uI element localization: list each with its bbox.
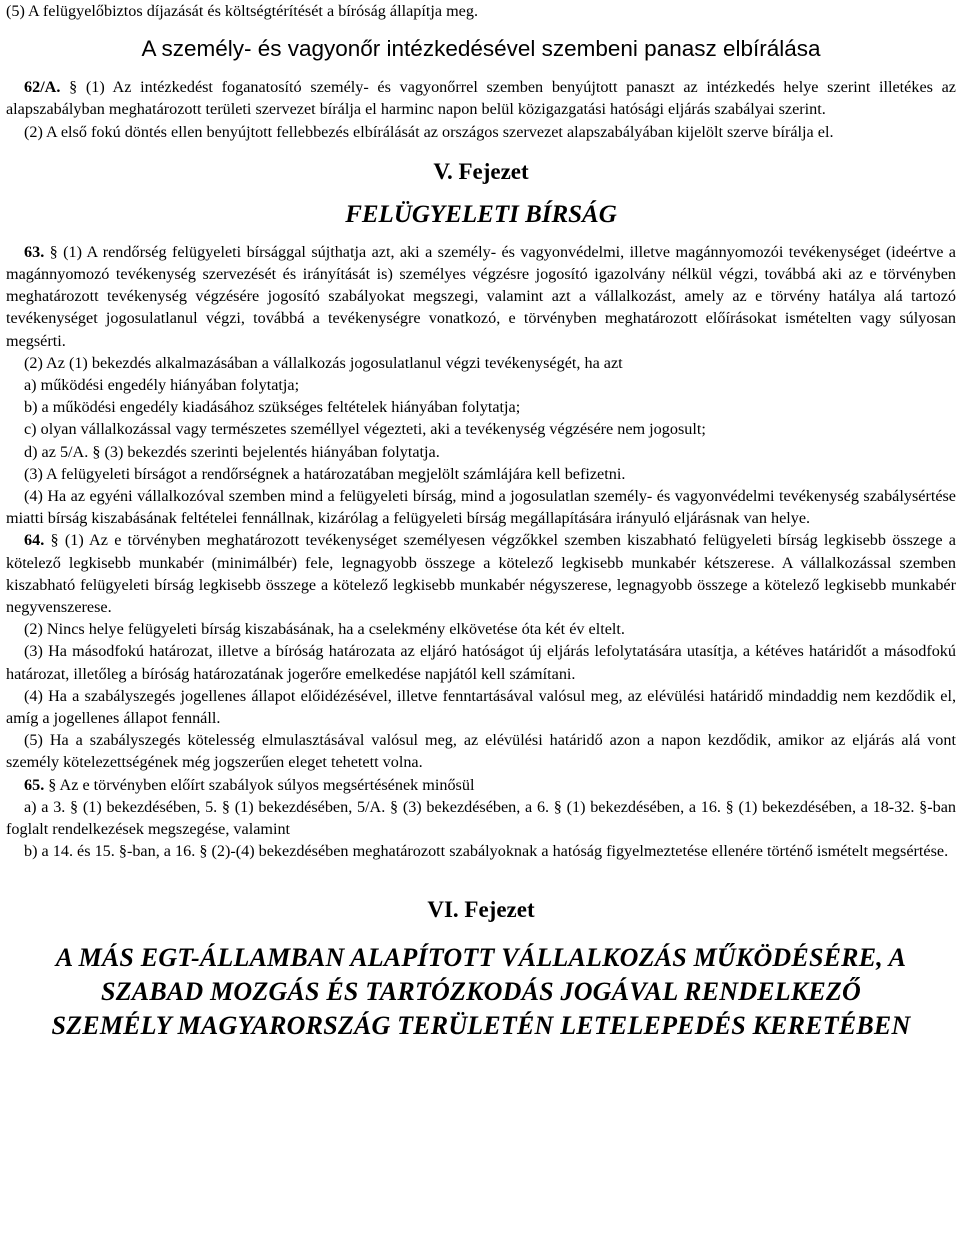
paragraph-64-2: (2) Nincs helye felügyeleti bírság kiszabásának, ha a cselekmény elkövetése óta két év eltelt. xyxy=(24,620,625,639)
list-item-65-a: a) a 3. § (1) bekezdésében, 5. § (1) bekezdésében, 5/A. § (3) bekezdésében, a 6. § (1) bekezdésében, a 16. § (1) bekezdésében, a 18-32. §-ban foglalt rendelkezések megszegése, valamint xyxy=(6,797,956,839)
paragraph-64-1-text: § (1) Az e törvényben meghatározott tevékenységet személyesen végzőkkel szemben kiszabható felügyeleti bírság legkisebb összege a kötelező legkisebb munkabér (minimálbér) fele, legnagyobb összege a kötelező legkisebb munkabér kétszerese. A vállalkozással szemben kiszabható felügyeleti bírság legkisebb összege a kötelező legkisebb munkabér négyszerese, legnagyobb összege a kötelező legkisebb munkabér negyvenszerese. xyxy=(6,531,956,617)
paragraph-62a-1 xyxy=(6,76,956,120)
paragraph-64-1 xyxy=(6,529,956,618)
section-number-63: 63. xyxy=(24,242,45,261)
list-item-63-b: b) a működési engedély kiadásához szükséges feltételek hiányában folytatja; xyxy=(24,398,521,417)
list-item-63-d: d) az 5/A. § (3) bekezdés szerinti bejelentés hiányában folytatja. xyxy=(24,442,440,461)
paragraph-63-1-text: § (1) A rendőrség felügyeleti bírsággal sújthatja azt, aki a személy- és vagyonvédelmi, illetve magánnyomozói tevékenységet (ideértve a magánnyomozó tevékenység szervezését és irányítását is) személyes végzésre jogosító igazolvány nélkül végzi, továbbá aki az e törvényben meghatározott tevékenység végzésére jogosító szabályokat megszegi, valamint azt a vállalkozást, amely az e törvény hatálya alá tartozó tevékenységet jogosulatlanul végzi, továbbá a tevékenységre vonatkozó, e törvényben meghatározott előírásokat ismételten vagy súlyosan megsérti. xyxy=(6,242,956,350)
chapter-title-vi-line-2: SZABAD MOZGÁS ÉS TARTÓZKODÁS JOGÁVAL RENDELKEZŐ xyxy=(101,976,861,1006)
list-item-63-a: a) működési engedély hiányában folytatja; xyxy=(24,376,300,395)
list-item-63-c: c) olyan vállalkozással vagy természetes személlyel végezteti, aki a tevékenység végzésére nem jogosult; xyxy=(24,420,706,439)
paragraph-5-felugyelobiztos: (5) A felügyelőbiztos díjazását és költségtérítését a bíróság állapítja meg. xyxy=(6,2,478,20)
chapter-title-vi-line-1: A MÁS EGT-ÁLLAMBAN ALAPÍTOTT VÁLLALKOZÁS MŰKÖDÉSÉRE, A xyxy=(55,942,907,972)
paragraph-64-4: (4) Ha a szabályszegés jogellenes állapot előidézésével, illetve fenntartásával valósul meg, az elévülési határidő mindaddig nem kezdődik el, amíg a jogellenes állapot fennáll. xyxy=(6,686,956,728)
chapter-heading-vi: VI. Fejezet xyxy=(427,896,535,922)
chapter-heading-v: V. Fejezet xyxy=(433,158,529,184)
section-number-62a: 62/A. xyxy=(24,78,61,97)
paragraph-63-4: (4) Ha az egyéni vállalkozóval szemben mind a felügyeleti bírság, mind a jogosulatlan személy- és vagyonvédelmi tevékenység szabálysértése miatti bírság kiszabásának feltételei fennállnak, kizárólag a felügyeleti bírság megállapítására irányuló eljárásnak van helye. xyxy=(6,487,956,528)
paragraph-63-3: (3) A felügyeleti bírságot a rendőrségnek a határozatában megjelölt számlájára kell befizetni. xyxy=(24,464,626,483)
paragraph-62a-2: (2) A első fokú döntés ellen benyújtott fellebbezés elbírálását az országos szervezet alapszabályában kijelölt szerve bírálja el. xyxy=(24,122,834,141)
paragraph-63-1 xyxy=(6,241,956,352)
chapter-title-vi-line-3: SZEMÉLY MAGYARORSZÁG TERÜLETÉN LETELEPEDÉS KERETÉBEN xyxy=(51,1010,911,1040)
paragraph-63-2: (2) Az (1) bekezdés alkalmazásában a vállalkozás jogosulatlanul végzi tevékenységét, ha azt xyxy=(24,353,623,372)
paragraph-65 xyxy=(6,774,956,796)
paragraph-62a-1-text: § (1) Az intézkedést foganatosító személy- és vagyonőrrel szemben benyújtott panaszt az intézkedés helye szerint illetékes az alapszabályban meghatározott területi szervezet bírálja el harminc napon belül közigazgatási hatósági eljárás szabályai szerint. xyxy=(6,78,956,119)
section-number-65: 65. xyxy=(24,775,45,794)
paragraph-65-text: § Az e törvényben előírt szabályok súlyos megsértésének minősül xyxy=(44,775,475,794)
chapter-title-felugyeleti-birsag: FELÜGYELETI BÍRSÁG xyxy=(345,200,617,228)
list-item-65-b: b) a 14. és 15. §-ban, a 16. § (2)-(4) bekezdésében meghatározott szabályoknak a hatóság figyelmeztetése ellenére történő ismételt megsértése. xyxy=(24,842,949,861)
section-number-64: 64. xyxy=(24,531,45,550)
section-title-panasz: A személy- és vagyonőr intézkedésével szembeni panasz elbírálása xyxy=(141,36,821,62)
paragraph-64-5: (5) Ha a szabályszegés kötelesség elmulasztásával valósul meg, az elévülési határidő azon a napon kezdődik, amikor az eljárás alá vont személy kötelezettségének még jogszerűen eleget tehetett volna. xyxy=(6,731,956,772)
paragraph-64-3: (3) Ha másodfokú határozat, illetve a bíróság határozata az eljáró hatóságot új eljárás lefolytatására utasítja, a kétéves határidőt a másodfokú határozat, illetőleg a bíróság határozatának jogerőre emelkedése napjától kell számítani. xyxy=(6,642,956,683)
